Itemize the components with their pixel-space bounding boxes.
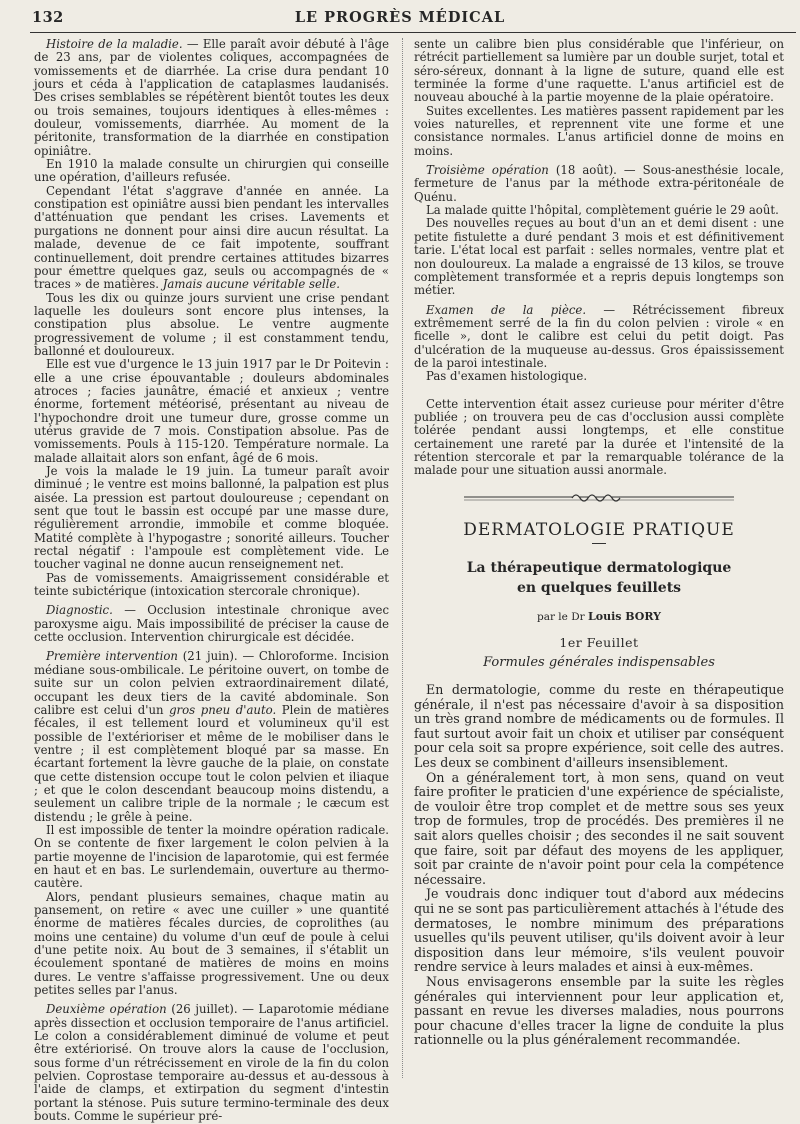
left-column xyxy=(34,38,389,1124)
paragraph xyxy=(414,304,784,371)
paragraph-lead: Histoire de la maladie. xyxy=(46,37,183,51)
paragraph-lead: Troisième opération xyxy=(426,163,549,178)
paragraph-text: (26 juillet). — Laparotomie médiane après dissection et occlusion temporaire de l'anus artificiel. Le colon a considérablement diminué de volume et peut être extériorisé. On trouve alors la cause de l'occlusion, sous forme d'un rétrécissement en virole de la fin du colon pelvien. Coprostase temporaire au-dessus et au-dessous à l'aide de clamps, et extirpation du segment d'intestin portant la sténose. Puis suture termino-terminale des deux bouts. Comme le supérieur pré- xyxy=(34,1002,390,1124)
section-title: DERMATOLOGIE PRATIQUE xyxy=(463,519,735,540)
paragraph: On a généralement tort, à mon sens, quand on veut faire profiter le praticien d'une expérience de spécialiste, de vouloir être trop complet et de mettre sous ses yeux trop de formules, trop de procédés. Des premières il ne sait alors quelles choisir ; des secondes il ne sait souvent que faire, soit par défaut des moyens de les appliquer, soit par crainte de n'avoir point pour cela la compétence nécessaire. xyxy=(414,769,784,887)
running-title: LE PROGRÈS MÉDICAL xyxy=(294,9,506,26)
paragraph-text: (21 juin). — Chloroforme. Incision médiane sous-ombilicale. Le péritoine ouvert, on tombe de suite sur un colon pelvien extraordinairement dilaté, occupant les deux tiers de la cavité abdominale. Son calibre est celui d'un xyxy=(34,649,389,717)
paragraph: Je vois la malade le 19 juin. La tumeur paraît avoir diminué ; le ventre est moins ballonné, la palpation est plus aisée. La pression est partout douloureuse ; cependant on sent que tout le bassin est occupé par une masse dure, régulièrement arrondie, immobile et comme bloquée. Matité complète à l'hypogastre ; sonorité ailleurs. Toucher rectal négatif : l'ampoule est complètement vide. Le toucher vaginal ne donne aucun renseignement net. xyxy=(34,464,389,572)
paragraph-text: — Elle paraît avoir débuté à l'âge de 23 ans, par de violentes coliques, accompagnées de vomissements et de diarrhée. La crise dura pendant 10 jours et céda à l'application de cataplasmes laudanisés. Des crises semblables se répétèrent bientôt toutes les deux ou trois semaines, toujours identiques à elles-mêmes : douleur, vomissements, diarrhée. Au moment de la péritonite, transformation de la diarrhée en constipation opiniâtre. xyxy=(34,37,389,158)
column-divider xyxy=(402,38,403,1078)
paragraph-text: — Occlusion intestinale chronique avec paroxysme aigu. Mais impossibilité de préciser la cause de cette occlusion. Intervention chirurgicale est décidée. xyxy=(34,603,389,645)
paragraph xyxy=(414,164,784,204)
paragraph-italic: gros pneu d'auto. xyxy=(169,702,277,717)
paragraph: Je voudrais donc indiquer tout d'abord aux médecins qui ne se sont pas particulièrement attachés à l'étude des dermatoses, le nombre minimum des préparations usuelles qu'ils peuvent utiliser, qu'ils doivent avoir à leur disposition dans leur mémoire, s'ils veulent pouvoir rendre service à leurs malades et ainsi à eux-mêmes. xyxy=(414,886,784,975)
paragraph-lead: Examen de la pièce. xyxy=(426,302,587,317)
paragraph-lead: Deuxième opération xyxy=(46,1002,167,1017)
article-title-line: La thérapeutique dermatologique xyxy=(466,560,732,576)
section-ornament xyxy=(464,492,734,506)
paragraph xyxy=(34,604,389,644)
byline xyxy=(414,610,784,624)
article-title xyxy=(414,558,784,598)
paragraph: Nous envisagerons ensemble par la suite les règles générales qui interviennent pour leur application et, passant en revue les diverses maladies, nous pourrons pour chacune d'elles tracer la ligne de conduite la plus rationnelle ou la plus généralement recommandée. xyxy=(414,973,784,1048)
paragraph-text: Cependant l'état s'aggrave d'année en année. La constipation est opiniâtre aussi bien pendant les intervalles d'atténuation que pendant les crises. Lavements et purgations ne donnent pour ainsi dire aucun résultat. La malade, devenue de ce fait impotente, souffrant continuellement, doit prendre certaines attitudes bizarres pour émettre quelques gaz, seuls ou accompagnés de « traces » de matières. xyxy=(34,183,389,292)
header-rule xyxy=(30,32,796,33)
paragraph: sente un calibre bien plus considérable que l'inférieur, on rétrécit partiellement sa lumière par un double surjet, total et séro-séreux, donnant à la ligne de suture, quand elle est terminée la forme d'une raquette. L'anus artificiel est de nouveau abouché à la partie moyenne de la plaie opératoire. xyxy=(414,37,784,105)
paragraph: Pas de vomissements. Amaigrissement considérable et teinte subictérique (intoxication stercorale chronique). xyxy=(34,570,389,599)
page-number: 132 xyxy=(32,9,64,26)
paragraph-text: — Rétrécissement fibreux extrêmement serré de la fin du colon pelvien : virole « en ficelle », dont le calibre est celui du petit doigt. Pas d'ulcération de la muqueuse au-dessus. Gros épaississement de la paroi intestinale. xyxy=(414,302,784,370)
paragraph xyxy=(34,185,389,292)
byline-author: Louis BORY xyxy=(588,610,662,623)
paragraph: Tous les dix ou quinze jours survient une crise pendant laquelle les douleurs sont encore plus intenses, la constipation plus absolue. Le ventre augmente progressivement de volume ; il est constamment tendu, ballonné et douloureux. xyxy=(34,290,389,358)
paragraph: Cette intervention était assez curieuse pour mériter d'être publiée ; on trouvera peu de cas d'occlusion aussi complète tolérée pendant aussi longtemps, et elle constitue certainement une rareté par la durée et l'intensité de la rétention stercorale et par la remarquable tolérance de la malade pour une situation aussi anormale. xyxy=(414,396,784,478)
section-dash xyxy=(592,543,606,544)
article-title-line: en quelques feuillets xyxy=(516,580,682,596)
paragraph xyxy=(34,1003,389,1123)
paragraph: Suites excellentes. Les matières passent rapidement par les voies naturelles, et reprennent vite une forme et une consistance normales. L'anus artificiel donne de moins en moins. xyxy=(414,103,784,158)
paragraph: Pas d'examen histologique. xyxy=(426,369,588,384)
paragraph: Il est impossible de tenter la moindre opération radicale. On se contente de fixer largement le colon pelvien à la partie moyenne de l'incision de laparotomie, qui est fermée en haut et en bas. Le surlendemain, ouverture au thermo-cautère. xyxy=(34,822,389,891)
paragraph-text: Plein de matières fécales, il est tellement lourd et volumineux qu'il est possible de l'extérioriser et même de le mobiliser dans le ventre ; il est complètement bloqué par sa masse. En écartant fortement la lèvre gauche de la plaie, on constate que cette distension occupe tout le colon pelvien et iliaque ; et que le colon descendant beaucoup moins distendu, a seulement un calibre triple de la normale ; le cæcum est distendu ; le grêle à peine. xyxy=(34,702,389,824)
subheading: Formules générales indispensables xyxy=(483,654,715,670)
paragraph: Des nouvelles reçues au bout d'un an et demi disent : une petite fistulette a duré pendant 3 mois et est définitivement tarie. L'état local est parfait : selles normales, ventre plat et non douloureux. La malade a engraissé de 13 kilos, se trouve complètement transformée et a repris depuis longtemps son métier. xyxy=(414,216,784,298)
paragraph-text: (18 août). — Sous-anesthésie locale, fermeture de l'anus par la méthode extra-péritonéale de Quénu. xyxy=(414,163,785,204)
paragraph-lead: Première intervention xyxy=(46,649,178,664)
paragraph-italic: Jamais aucune véritable selle. xyxy=(162,277,341,292)
paragraph: La malade quitte l'hôpital, complètement guérie le 29 août. xyxy=(426,203,779,218)
paragraph-lead: Diagnostic. xyxy=(46,603,113,618)
byline-prefix: par le Dr xyxy=(536,611,588,623)
paragraph: Elle est vue d'urgence le 13 juin 1917 par le Dr Poitevin : elle a une crise épouvantable ; douleurs abdominales atroces ; facies jaunâtre, émacié et anxieux ; ventre énorme, fortement météorisé, présentant au niveau de l'hypochondre droit une tumeur dure, grosse comme un utérus gravide de 7 mois. Constipation absolue. Pas de vomissements. Pouls à 115-120. Température normale. La malade allaitait alors son enfant, âgé de 6 mois. xyxy=(34,357,389,465)
paragraph: En dermatologie, comme du reste en thérapeutique générale, il n'est pas nécessaire d'avoir à sa disposition un très grand nombre de médicaments ou de formules. Il faut surtout avoir fait un choix et utiliser par conséquent pour cela soit sa propre expérience, soit celle des autres. Les deux se combinent d'ailleurs insensiblement. xyxy=(414,682,784,770)
article-body xyxy=(414,683,784,1048)
paragraph xyxy=(34,38,389,158)
paragraph: En 1910 la malade consulte un chirurgien qui conseille une opération, d'ailleurs refusée. xyxy=(34,157,389,185)
part-label: 1er Feuillet xyxy=(559,635,639,651)
paragraph xyxy=(34,650,389,823)
paragraph: Alors, pendant plusieurs semaines, chaque matin au pansement, on retire « avec une cuiller » une quantité énorme de matières fécales durcies, de coprolithes (au moins une centaine) du volume d'un œuf de poule à celui d'une petite noix. Au bout de 3 semaines, il s'établit un écoulement spontané de matières de moins en moins dures. Le ventre s'affaisse progressivement. Une ou deux petites selles par l'anus. xyxy=(34,889,389,998)
right-column xyxy=(414,38,784,1048)
